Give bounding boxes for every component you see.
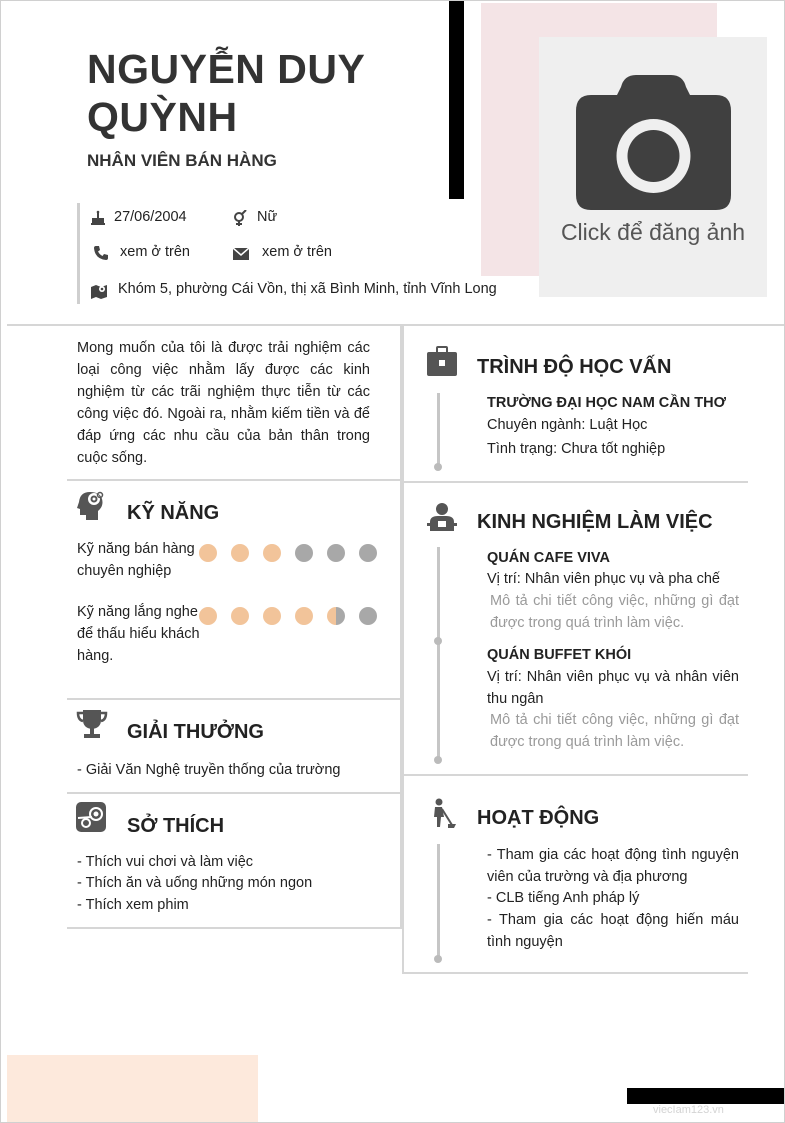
education-timeline xyxy=(437,393,440,469)
career-objective: Mong muốn của tôi là được trải nghiệm các loại công việc nhằm lấy được các kinh nghiệm từ các trãi nghiệm thực tiễn từ các công việc đó. Ngoài ra, nhằm kiếm tiền và để đáp ứng các nhu cầu của bản thân trong cuộc sống. xyxy=(77,340,370,466)
right-column-border xyxy=(402,326,404,974)
left-divider-3 xyxy=(67,792,400,794)
contact-email: xem ở trên xyxy=(262,244,332,260)
rating-dot xyxy=(263,607,281,625)
education-title: TRÌNH ĐỘ HỌC VẤN xyxy=(477,356,672,378)
right-divider-3 xyxy=(402,972,748,974)
rating-dot xyxy=(327,544,345,562)
steam-icon xyxy=(76,802,108,834)
birthday-cake-icon xyxy=(90,210,106,226)
candidate-role: NHÂN VIÊN BÁN HÀNG xyxy=(87,151,277,170)
photo-upload-label: Click để đăng ảnh xyxy=(560,219,746,245)
job-position-2: Vị trí: Nhân viên phục vụ và nhân viên thu ngân xyxy=(487,669,739,707)
activity-item-3: - Tham gia các hoạt động hiến máu tình nguyện xyxy=(487,912,739,950)
photo-upload[interactable] xyxy=(539,37,767,297)
header-accent-bar xyxy=(449,1,464,199)
education-status: Tình trạng: Chưa tốt nghiệp xyxy=(487,441,666,457)
hobby-item-3: - Thích xem phim xyxy=(77,897,189,913)
rating-dot xyxy=(263,544,281,562)
rating-dot xyxy=(231,544,249,562)
contact-birthday: 27/06/2004 xyxy=(114,209,187,225)
contact-phone: xem ở trên xyxy=(120,244,190,260)
right-divider-1 xyxy=(402,481,748,483)
hobbies-title: SỞ THÍCH xyxy=(127,815,225,837)
awards-title: GIẢI THƯỞNG xyxy=(127,721,264,743)
contact-address: Khóm 5, phường Cái Vồn, thị xã Bình Minh, tỉnh Vĩnh Long xyxy=(118,281,497,297)
timeline-dot xyxy=(434,756,442,764)
job-desc-1: Mô tả chi tiết công việc, những gì đạt được trong quá trình làm việc. xyxy=(490,593,739,631)
peach-decor-block xyxy=(7,1055,258,1123)
timeline-dot xyxy=(434,637,442,645)
trophy-icon xyxy=(76,708,108,740)
rating-dot xyxy=(295,544,313,562)
candidate-name: NGUYỄN DUY QUỲNH xyxy=(87,46,365,140)
activities-timeline xyxy=(437,844,440,960)
skill-label-1: Kỹ năng bán hàng chuyên nghiệp xyxy=(77,541,195,579)
rating-dot xyxy=(327,607,345,625)
award-item-1: - Giải Văn Nghệ truyền thống của trường xyxy=(77,762,341,778)
watermark: viecIam123.vn xyxy=(653,1104,724,1116)
email-icon xyxy=(233,246,249,262)
job-company-1: QUÁN CAFE VIVA xyxy=(487,550,610,566)
left-divider-2 xyxy=(67,698,400,700)
rating-dot xyxy=(199,607,217,625)
hobby-item-2: - Thích ăn và uống những món ngon xyxy=(77,875,313,891)
skill-rating-1 xyxy=(199,544,379,562)
skills-title: KỸ NĂNG xyxy=(127,502,220,524)
volunteer-sweeping-icon xyxy=(426,797,458,829)
job-company-2: QUÁN BUFFET KHÓI xyxy=(487,647,632,663)
header-divider xyxy=(7,324,785,326)
right-divider-2 xyxy=(402,774,748,776)
job-desc-2: Mô tả chi tiết công việc, những gì đạt được trong quá trình làm việc. xyxy=(490,712,739,750)
hobby-item-1: - Thích vui chơi và làm việc xyxy=(77,854,254,870)
experience-timeline xyxy=(437,547,440,763)
education-major: Chuyên ngành: Luật Học xyxy=(487,417,648,433)
map-location-icon xyxy=(91,283,107,299)
contact-gender: Nữ xyxy=(257,209,278,225)
rating-dot xyxy=(231,607,249,625)
phone-icon xyxy=(93,245,109,261)
experience-title: KINH NGHIỆM LÀM VIỆC xyxy=(477,511,713,533)
left-divider-1 xyxy=(67,479,400,481)
gender-icon xyxy=(232,210,248,226)
rating-dot xyxy=(359,607,377,625)
activities-title: HOẠT ĐỘNG xyxy=(477,807,600,829)
briefcase-icon xyxy=(426,346,458,378)
activity-item-2: - CLB tiếng Anh pháp lý xyxy=(487,890,640,906)
footer-accent-bar xyxy=(627,1088,785,1104)
left-divider-4 xyxy=(67,927,400,929)
education-school: TRƯỜNG ĐẠI HỌC NAM CẦN THƠ xyxy=(487,395,726,411)
job-position-1: Vị trí: Nhân viên phục vụ và pha chế xyxy=(487,571,720,587)
timeline-dot xyxy=(434,955,442,963)
head-gears-icon xyxy=(76,489,108,521)
rating-dot xyxy=(359,544,377,562)
contact-border xyxy=(77,203,80,304)
camera-icon xyxy=(576,75,731,210)
rating-dot xyxy=(199,544,217,562)
activity-item-1: - Tham gia các hoạt động tình nguyện viên của trường và địa phương xyxy=(487,847,739,885)
rating-dot xyxy=(295,607,313,625)
skill-label-2: Kỹ năng lắng nghe để thấu hiểu khách hàng. xyxy=(77,604,200,664)
skill-rating-2 xyxy=(199,607,379,625)
timeline-dot xyxy=(434,463,442,471)
office-worker-icon xyxy=(426,501,458,533)
